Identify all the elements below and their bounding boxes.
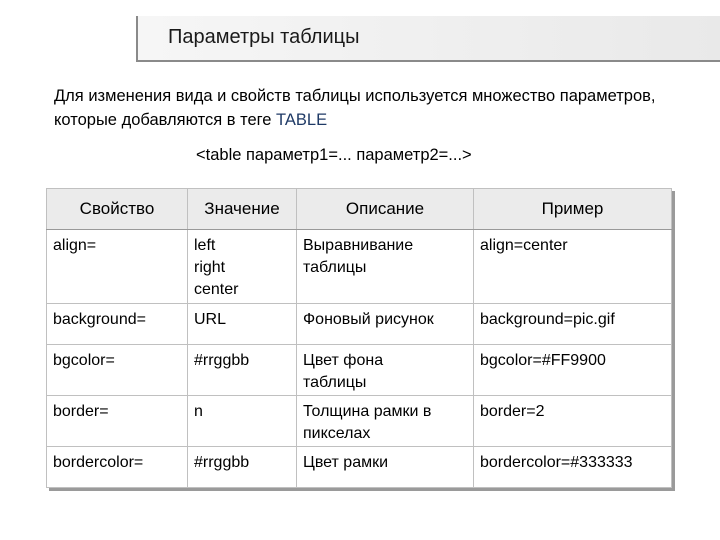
cell-description <box>297 395 474 446</box>
value-line: center <box>194 281 239 298</box>
table-row <box>47 395 672 446</box>
cell-example: background=pic.gif <box>474 303 672 344</box>
cell-example: bordercolor=#333333 <box>474 447 672 488</box>
cell-value <box>188 395 297 446</box>
header-description: Описание <box>297 189 474 230</box>
value-line: left <box>194 237 216 254</box>
cell-description <box>297 344 474 395</box>
cell-value <box>188 447 297 488</box>
cell-value <box>188 303 297 344</box>
table-header-row <box>47 189 672 230</box>
value-line: #rrggbb <box>194 351 250 369</box>
value-line: right <box>194 259 226 276</box>
header-value: Значение <box>188 189 297 230</box>
cell-description <box>297 230 474 304</box>
slide-title: Параметры таблицы <box>168 26 360 48</box>
value-line: URL <box>194 310 227 328</box>
header-example: Пример <box>474 189 672 230</box>
table-row <box>47 447 672 488</box>
intro-paragraph <box>54 84 694 132</box>
cell-description <box>297 303 474 344</box>
intro-keyword: TABLE <box>276 111 328 129</box>
table-row <box>47 344 672 395</box>
description-line: таблицы <box>303 373 367 391</box>
cell-property: border= <box>47 395 188 446</box>
table-row <box>47 230 672 304</box>
cell-example: align=center <box>474 230 672 304</box>
description-line: Толщина рамки в <box>303 402 432 420</box>
cell-description <box>297 447 474 488</box>
cell-example: border=2 <box>474 395 672 446</box>
cell-property: align= <box>47 230 188 304</box>
cell-property: bgcolor= <box>47 344 188 395</box>
cell-property: background= <box>47 303 188 344</box>
description-line: Фоновый рисунок <box>303 310 434 328</box>
header-property: Свойство <box>47 189 188 230</box>
description-line: таблицы <box>303 259 367 276</box>
syntax-line: <table параметр1=... параметр2=...> <box>196 146 472 164</box>
value-line: #rrggbb <box>194 454 250 472</box>
description-line: Цвет фона <box>303 351 384 369</box>
description-line: Выравнивание <box>303 237 414 254</box>
description-line: пикселах <box>303 424 371 442</box>
intro-text: Для изменения вида и свойств таблицы используется множество параметров, которые добавляются в теге <box>54 87 656 129</box>
cell-value <box>188 344 297 395</box>
value-line: n <box>194 402 203 420</box>
table-row <box>47 303 672 344</box>
cell-value <box>188 230 297 304</box>
description-line: Цвет рамки <box>303 454 389 472</box>
cell-property: bordercolor= <box>47 447 188 488</box>
cell-example: bgcolor=#FF9900 <box>474 344 672 395</box>
title-box <box>136 16 720 62</box>
parameters-table <box>46 188 672 488</box>
